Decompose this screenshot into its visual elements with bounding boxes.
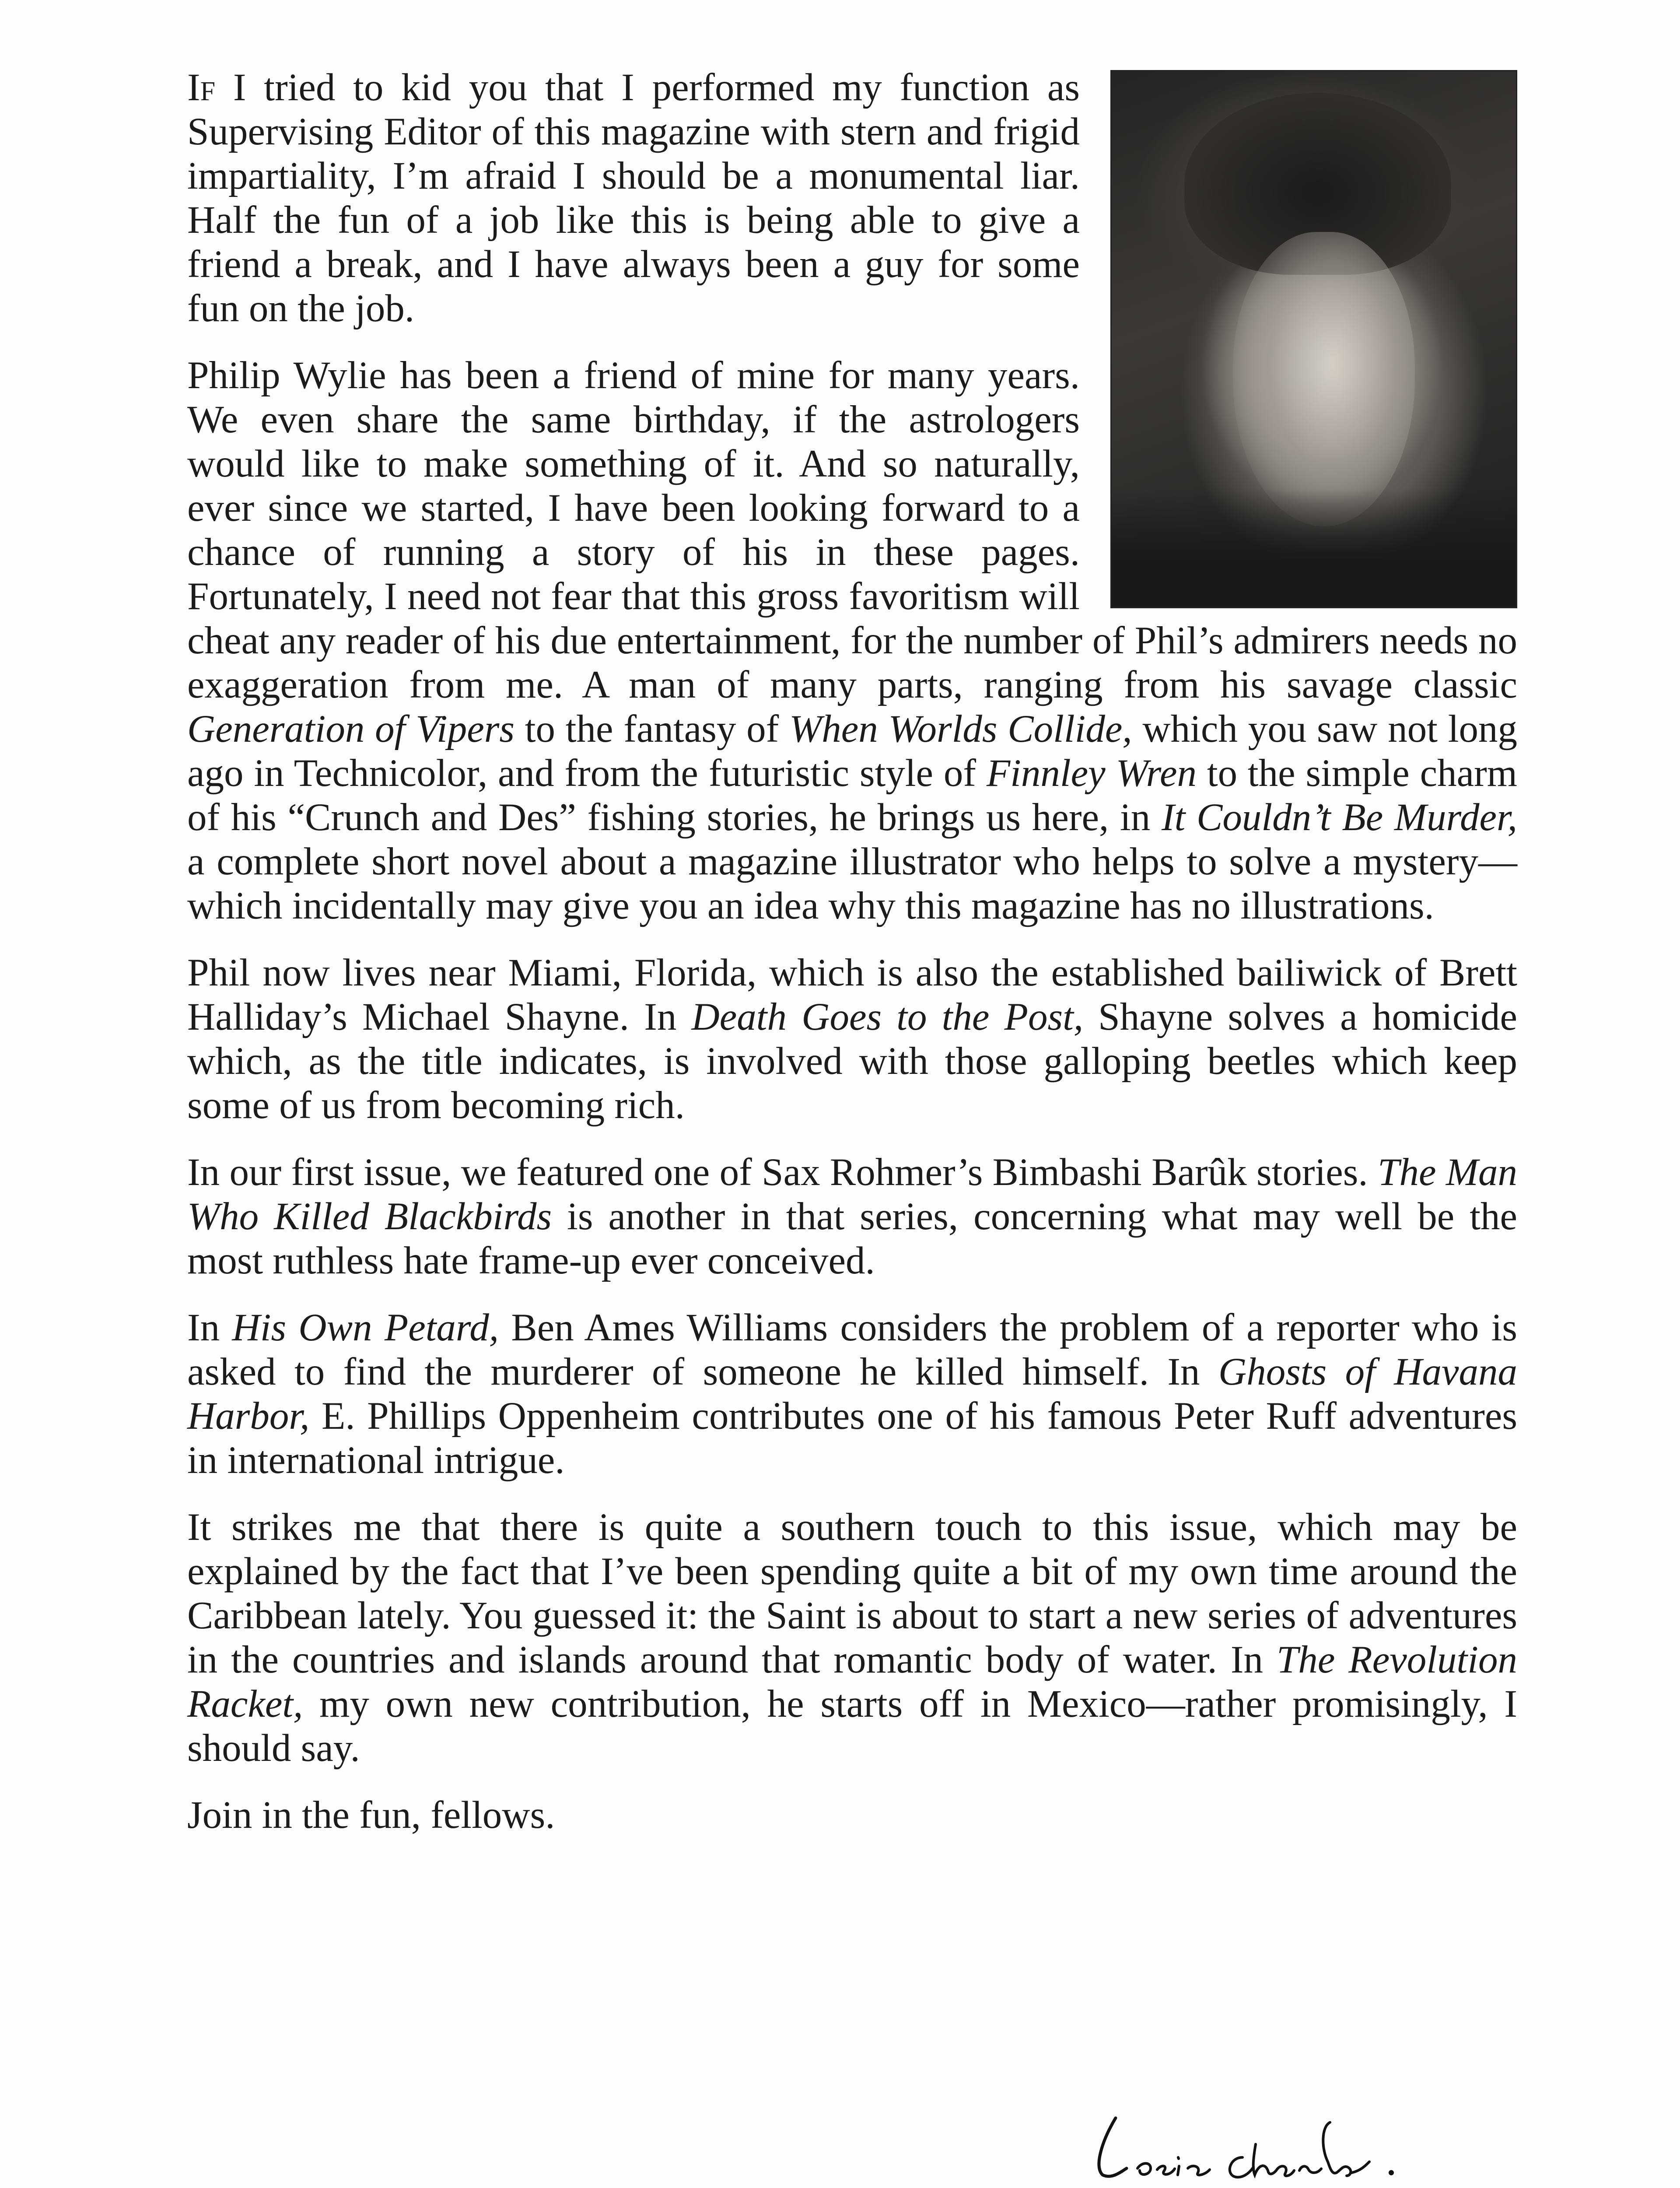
paragraph-6: It strikes me that there is quite a southern touch to this issue, which may be explained by the fact that I’ve been spending quite a bit of my own time around the Caribbean lately. You guessed it: the Saint is about to start a new series of adventures in the countries and islands around that romantic body of water. In The Revolution Racket, my own new contribution, he starts off in Mexico—rather promisingly, I should say. <box>187 1506 1517 1770</box>
title-death-goes-to-the-post: Death Goes to the Post, <box>691 996 1084 1038</box>
paragraph-1: If I tried to kid you that I performed my function as Supervising Editor of this magazine with stern and frigid impartiality, I’m afraid I should be a monumental liar. Half the fun of a job like this is being able to give a friend a break, and I have always been a guy for some fun on the job. <box>187 66 1080 330</box>
paragraph-3: Phil now lives near Miami, Florida, which is also the established bailiwick of Brett Halliday’s Michael Shayne. In Death Goes to the Post, Shayne solves a homicide which, as the title indicates, is involved with those galloping beetles which keep some of us from becoming rich. <box>187 951 1517 1127</box>
editorial-text <box>187 66 1517 1860</box>
handwritten-signature <box>1085 2092 1522 2188</box>
title-his-own-petard: His Own Petard, <box>232 1306 499 1349</box>
paragraph-2: Philip Wylie has been a friend of mine for many years. We even share the same birthday, if the astrologers would like to make something of it. And so naturally, ever since we started, I have been looking forward to a chance of running a story of his in these pages. Fortunately, I need not fear that this gross favoritism will cheat any reader of his due entertainment, for the number of Phil’s admirers needs no exaggeration from me. A man of many parts, ranging from his savage classic Generation of Vipers to the fantasy of When Worlds Collide, which you saw not long ago in Technicolor, and from the futuristic style of Finnley Wren to the simple charm of his “Crunch and Des” fishing stories, he brings us here, in It Couldn’t Be Murder, a complete short novel about a magazine illustrator who helps to solve a mystery—which incidentally may give you an idea why this magazine has no illustrations. <box>187 354 1517 927</box>
title-revolution-racket: The Revolution Racket, <box>187 1638 1517 1725</box>
portrait-collar <box>1112 489 1516 607</box>
dropcap-word: If <box>187 66 216 109</box>
title-it-couldnt-be-murder: It Couldn’t Be Murder, <box>1161 796 1517 839</box>
title-ghosts-of-havana-harbor: Ghosts of Havana Harbor, <box>187 1350 1517 1438</box>
title-when-worlds-collide: When Worlds Collide, <box>789 708 1132 750</box>
paragraph-5: In His Own Petard, Ben Ames Williams considers the problem of a reporter who is asked to find the murderer of someone he killed himself. In Ghosts of Havana Harbor, E. Phillips Oppenheim contributes one of his famous Peter Ruff adventures in international intrigue. <box>187 1306 1517 1482</box>
author-portrait-photo <box>1110 70 1517 608</box>
title-generation-of-vipers: Generation of Vipers <box>187 708 514 750</box>
paragraph-7-signoff: Join in the fun, fellows. <box>187 1794 555 1837</box>
title-finnley-wren: Finnley Wren <box>986 752 1197 795</box>
title-man-who-killed-blackbirds: The Man Who Killed Blackbirds <box>187 1151 1517 1238</box>
paragraph-4: In our first issue, we featured one of Sax Rohmer’s Bimbashi Barûk stories. The Man Who Killed Blackbirds is another in that series, concerning what may well be the most ruthless hate frame-up ever conceived. <box>187 1151 1517 1282</box>
portrait-face <box>1233 232 1415 526</box>
